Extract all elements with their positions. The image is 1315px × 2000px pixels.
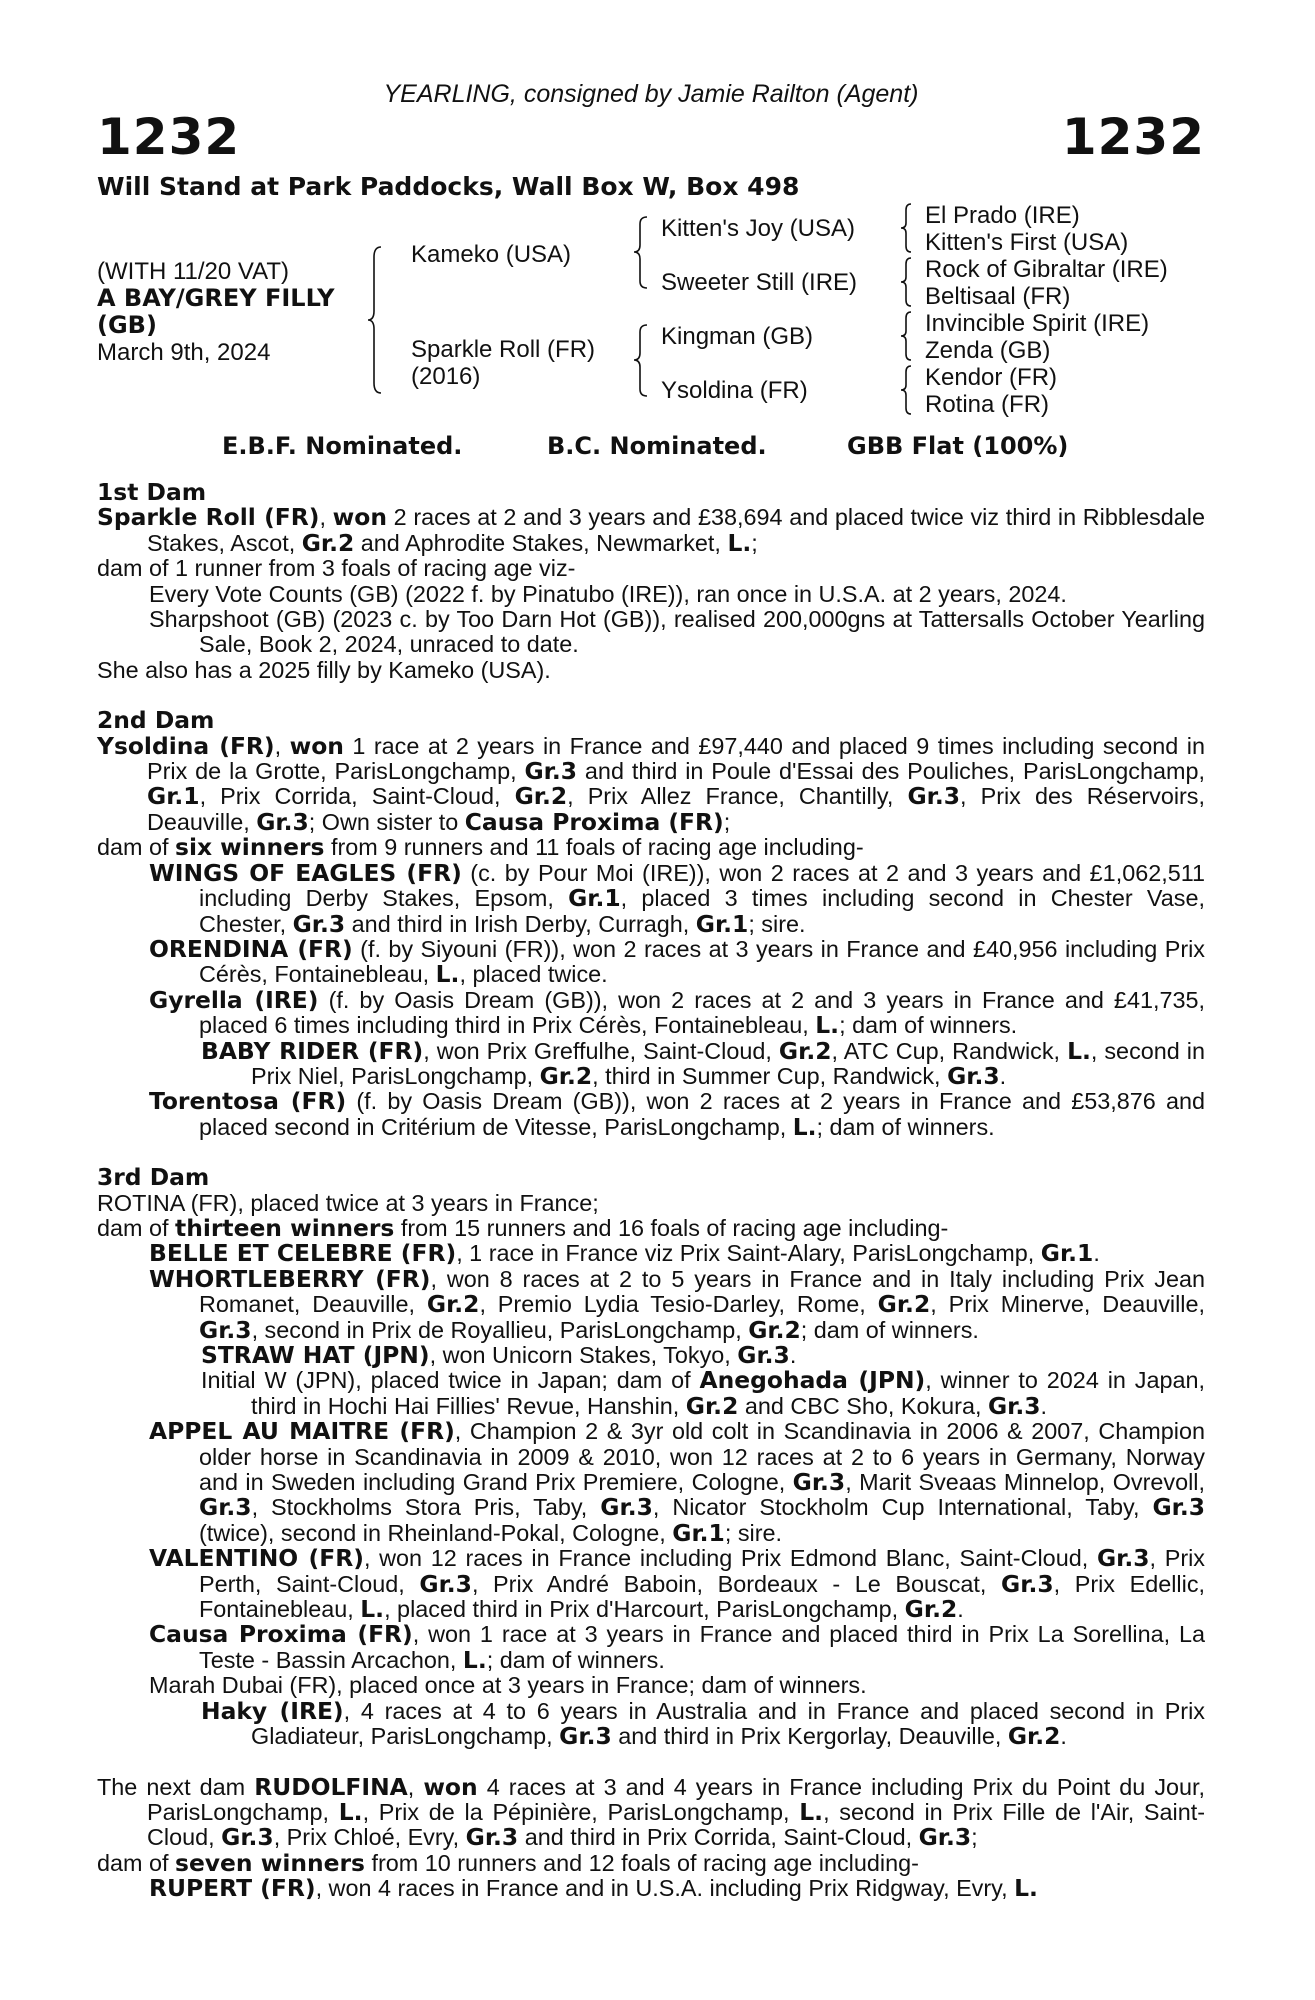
produce-entry: RUPERT (FR), won 4 races in France and in U.S.A. including Prix Ridgway, Evry, L. xyxy=(149,1874,1038,1903)
produce-entry: Haky (IRE), 4 races at 4 to 6 years in Australia and in France and placed second in Prix Gladiateur, ParisLongchamp, Gr.3 and third in Prix Kergorlay, Deauville, Gr.2. xyxy=(201,1696,1205,1751)
third-dam-section xyxy=(97,1165,1205,1749)
second-dam-record: Ysoldina (FR), won 1 race at 2 years in France and £97,440 and placed 9 times including second in Prix de la Grotte, ParisLongchamp, Gr.3 and third in Poule d'Essai des Pouliches, ParisLongchamp, Gr.1, Prix Corrida, Saint-Cloud, Gr.2, Prix Allez France, Chantilly, Gr.3, Prix des Réservoirs, Deauville, Gr.3; Own sister to Causa Proxima (FR); xyxy=(97,731,1206,836)
next-dam-record: The next dam RUDOLFINA, won 4 races at 3 and 4 years in France including Prix du Point du Jour, ParisLongchamp, L., Prix de la Pépinière, ParisLongchamp, L., second in Prix Fille de l'Air, Saint-Cloud, Gr.3, Prix Chloé, Evry, Gr.3 and third in Prix Corrida, Saint-Cloud, Gr.3; xyxy=(97,1772,1206,1852)
produce-entry: Every Vote Counts (GB) (2022 f. by Pinatubo (IRE)), ran once in U.S.A. at 2 years, 2024. xyxy=(149,580,1067,607)
dam-name xyxy=(411,336,595,390)
next-dam-section xyxy=(97,1772,1206,1903)
grandparent-4: Beltisaal (FR) xyxy=(925,283,1071,310)
produce-entry: Sharpshoot (GB) (2023 c. by Too Darn Hot (GB)), realised 200,000gns at Tattersalls October Yearling Sale, Book 2, 2024, unraced to date. xyxy=(149,606,1205,658)
produce-entry: VALENTINO (FR), won 12 races in France including Prix Edmond Blanc, Saint-Cloud, Gr.3, Prix Perth, Saint-Cloud, Gr.3, Prix André Baboin, Bordeaux - Le Bouscat, Gr.3, Prix Edellic, Fontainebleau, L., placed third in Prix d'Harcourt, ParisLongchamp, Gr.2. xyxy=(149,1544,1206,1624)
produce-entry: Initial W (JPN), placed twice in Japan; dam of Anegohada (JPN), winner to 2024 in Japan, third in Hochi Hai Fillies' Revue, Hanshin, Gr.2 and CBC Sho, Kokura, Gr.3. xyxy=(201,1366,1206,1420)
first-dam-produce-intro: dam of 1 runner from 3 foals of racing age viz- xyxy=(97,555,576,582)
stand-location: Will Stand at Park Paddocks, Wall Box W, Box 498 xyxy=(97,172,800,201)
grandparent-7: Kendor (FR) xyxy=(925,364,1058,391)
subject-block xyxy=(97,258,335,366)
g-bracket-2 xyxy=(899,256,919,308)
grandparent-6: Zenda (GB) xyxy=(925,337,1051,364)
dam-sire-name: Kingman (GB) xyxy=(661,323,814,350)
first-dam-record: Sparkle Roll (FR), won 2 races at 2 and 3 years and £38,694 and placed twice viz third in Ribblesdale Stakes, Ascot, Gr.2 and Aphrodite Stakes, Newmarket, L.; xyxy=(97,503,1205,557)
produce-entry: WHORTLEBERRY (FR), won 8 races at 2 to 5 years in France and in Italy including Prix Jean Romanet, Deauville, Gr.2, Premio Lydia Tesio-Darley, Rome, Gr.2, Prix Minerve, Deauville, Gr.3, second in Prix de Royallieu, ParisLongchamp, Gr.2; dam of winners. xyxy=(149,1264,1206,1344)
g-bracket-3 xyxy=(899,310,919,362)
second-dam-section xyxy=(97,708,1205,1140)
catalogue-body xyxy=(97,480,1205,1927)
gbb-flat: GBB Flat (100%) xyxy=(847,432,1069,460)
grandparent-2: Kitten's First (USA) xyxy=(925,229,1129,256)
dam-bracket xyxy=(633,323,653,398)
g-bracket-1 xyxy=(899,202,919,254)
g-bracket-4 xyxy=(899,364,919,416)
second-dam-heading: 2nd Dam xyxy=(97,706,215,735)
third-dam-produce-intro: dam of thirteen winners from 15 runners and 16 foals of racing age including- xyxy=(97,1213,949,1242)
second-dam-produce-intro: dam of six winners from 9 runners and 11 foals of racing age including- xyxy=(97,833,864,862)
dam-dam-name: Ysoldina (FR) xyxy=(661,377,808,404)
produce-entry: Torentosa (FR) (f. by Oasis Dream (GB)), won 2 races at 2 years in France and £53,876 and placed second in Critérium de Vitesse, ParisLongchamp, L.; dam of winners. xyxy=(149,1087,1206,1141)
produce-entry: APPEL AU MAITRE (FR), Champion 2 & 3yr old colt in Scandinavia in 2006 & 2007, Champion older horse in Scandinavia in 2009 & 2010, won 12 races at 2 to 6 years in Germany, Norway and in Sweden including Grand Prix Premiere, Cologne, Gr.3, Marit Sveaas Minnelop, Ovrevoll, Gr.3, Stockholms Stora Pris, Taby, Gr.3, Nicator Stockholm Cup International, Taby, Gr.3 (twice), second in Rheinland-Pokal, Cologne, Gr.1; sire. xyxy=(149,1417,1206,1547)
subject-name: A BAY/GREY FILLY xyxy=(97,284,335,312)
produce-entry: WINGS OF EAGLES (FR) (c. by Pour Moi (IRE)), won 2 races at 2 and 3 years and £1,062,511 including Derby Stakes, Epsom, Gr.1, placed 3 times including second in Chester Vase, Chester, Gr.3 and third in Irish Derby, Curragh, Gr.1; sire. xyxy=(149,858,1206,938)
produce-entry: BABY RIDER (FR), won Prix Greffulhe, Saint-Cloud, Gr.2, ATC Cup, Randwick, L., second in Prix Niel, ParisLongchamp, Gr.2, third in Summer Cup, Randwick, Gr.3. xyxy=(201,1036,1205,1090)
subject-name-country: (GB) xyxy=(97,311,157,339)
produce-entry: Gyrella (IRE) (f. by Oasis Dream (GB)), won 2 races at 2 and 3 years in France and £41,735, placed 6 times including third in Prix Cérès, Fontainebleau, L.; dam of winners. xyxy=(149,985,1205,1040)
lot-number-right: 1232 xyxy=(1061,108,1205,166)
first-dam-note: She also has a 2025 filly by Kameko (USA). xyxy=(97,656,551,683)
lot-number-left: 1232 xyxy=(97,108,241,166)
consignment-line: YEARLING, consigned by Jamie Railton (Agent) xyxy=(383,80,919,108)
sire-dam-name: Sweeter Still (IRE) xyxy=(661,269,858,296)
produce-entry: Marah Dubai (FR), placed once at 3 years in France; dam of winners. xyxy=(149,1672,867,1699)
vat-note: (WITH 11/20 VAT) xyxy=(97,258,290,285)
ebf-nomination: E.B.F. Nominated. xyxy=(222,432,463,460)
sire-sire-name: Kitten's Joy (USA) xyxy=(661,215,855,242)
third-dam-heading: 3rd Dam xyxy=(97,1163,210,1192)
first-dam-heading: 1st Dam xyxy=(97,478,207,506)
third-dam-record: ROTINA (FR), placed twice at 3 years in France; xyxy=(97,1189,599,1216)
produce-entry: BELLE ET CELEBRE (FR), 1 race in France viz Prix Saint-Alary, ParisLongchamp, Gr.1. xyxy=(149,1239,1100,1268)
produce-entry: ORENDINA (FR) (f. by Siyouni (FR)), won 2 races at 3 years in France and £40,956 including Prix Cérès, Fontainebleau, L., placed twice. xyxy=(149,934,1206,989)
produce-entry: STRAW HAT (JPN), won Unicorn Stakes, Tokyo, Gr.3. xyxy=(201,1341,797,1369)
foaling-date: March 9th, 2024 xyxy=(97,339,271,366)
bc-nomination: B.C. Nominated. xyxy=(547,432,767,460)
grandparent-3: Rock of Gibraltar (IRE) xyxy=(925,256,1168,283)
produce-entry: Causa Proxima (FR), won 1 race at 3 years in France and placed third in Prix La Sorellina, La Teste - Bassin Arcachon, L.; dam of winners. xyxy=(149,1620,1205,1674)
grandparent-8: Rotina (FR) xyxy=(925,391,1050,418)
first-dam-section xyxy=(97,480,1205,683)
dam-name-line1: Sparkle Roll (FR) xyxy=(411,336,596,363)
next-dam-produce-intro: dam of seven winners from 10 runners and 12 foals of racing age including- xyxy=(97,1848,919,1877)
subject-bracket xyxy=(367,245,387,395)
grandparent-1: El Prado (IRE) xyxy=(925,202,1080,229)
sire-bracket xyxy=(633,215,653,290)
grandparent-5: Invincible Spirit (IRE) xyxy=(925,310,1150,337)
sire-name: Kameko (USA) xyxy=(411,241,572,268)
dam-foaling-year: (2016) xyxy=(411,363,481,390)
